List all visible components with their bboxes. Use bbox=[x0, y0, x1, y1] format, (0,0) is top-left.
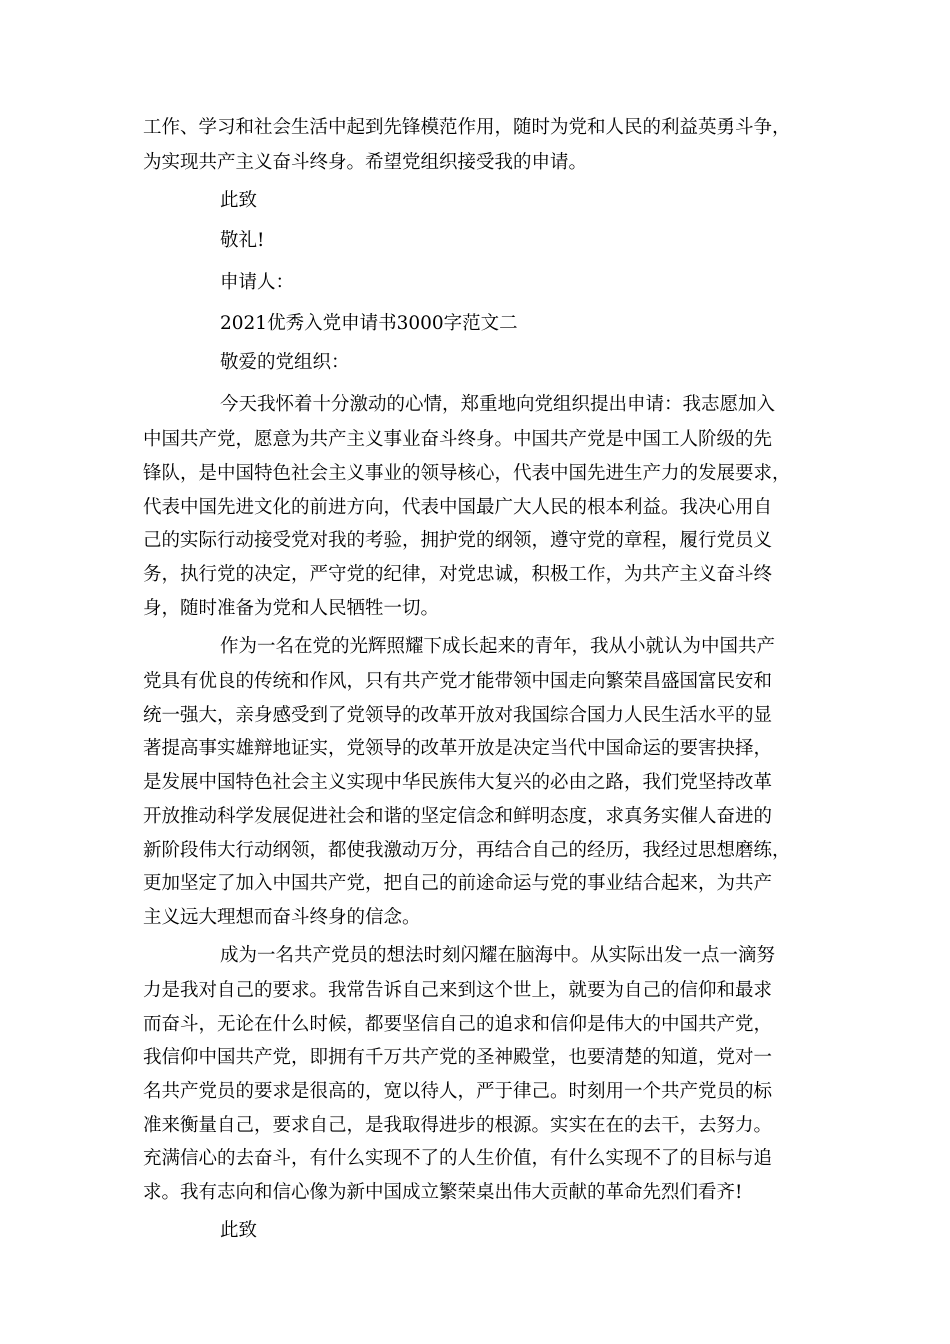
text-line: 是发展中国特色社会主义实现中华民族伟大复兴的必由之路，我们党坚持改革 bbox=[143, 772, 773, 793]
text-line: 锋队，是中国特色社会主义事业的领导核心，代表中国先进生产力的发展要求， bbox=[143, 463, 791, 484]
text-line: 更加坚定了加入中国共产党，把自己的前途命运与党的事业结合起来，为共产 bbox=[143, 873, 773, 894]
text-line: 力是我对自己的要求。我常告诉自己来到这个世上，就要为自己的信仰和最求 bbox=[143, 980, 773, 1001]
text-line: 准来衡量自己，要求自己，是我取得进步的根源。实实在在的去干，去努力。 bbox=[143, 1115, 773, 1136]
text-line: 求。我有志向和信心像为新中国成立繁荣桌出伟大贡献的革命先烈们看齐! bbox=[143, 1182, 743, 1203]
text-line: 身，随时准备为党和人民牺牲一切。 bbox=[143, 598, 440, 619]
text-line: 开放推动科学发展促进社会和谐的坚定信念和鲜明态度，求真务实催人奋进的 bbox=[143, 806, 773, 827]
greeting-line: 敬爱的党组织： bbox=[220, 352, 350, 373]
text-line: 著提高事实雄辩地证实，党领导的改革开放是决定当代中国命运的要害抉择， bbox=[143, 738, 773, 759]
text-line: 工作、学习和社会生活中起到先锋模范作用，随时为党和人民的利益英勇斗争， bbox=[143, 117, 791, 138]
text-line: 而奋斗，无论在什么时候，都要坚信自己的追求和信仰是伟大的中国共产党， bbox=[143, 1014, 773, 1035]
text-line: 务，执行党的决定，严守党的纪律，对党忠诚，积极工作，为共产主义奋斗终 bbox=[143, 564, 773, 585]
text-line: 名共产党员的要求是很高的，宽以待人，严于律己。时刻用一个共产党员的标 bbox=[143, 1081, 773, 1102]
salutation-line: 此致 bbox=[220, 190, 258, 211]
text-line: 我信仰中国共产党，即拥有千万共产党的圣神殿堂，也要清楚的知道，党对一 bbox=[143, 1047, 773, 1068]
salutation-line: 此致 bbox=[220, 1220, 258, 1241]
salutation-line: 敬礼! bbox=[220, 230, 265, 251]
section-title: 2021优秀入党申请书3000字范文二 bbox=[220, 313, 518, 334]
text-line: 今天我怀着十分激动的心情，郑重地向党组织提出申请：我志愿加入 bbox=[220, 394, 776, 415]
text-line: 成为一名共产党员的想法时刻闪耀在脑海中。从实际出发一点一滴努 bbox=[220, 945, 776, 966]
applicant-line: 申请人： bbox=[220, 272, 295, 293]
text-line: 作为一名在党的光辉照耀下成长起来的青年，我从小就认为中国共产 bbox=[220, 636, 776, 657]
text-line: 主义远大理想而奋斗终身的信念。 bbox=[143, 907, 421, 928]
text-line: 己的实际行动接受党对我的考验，拥护党的纲领，遵守党的章程，履行党员义 bbox=[143, 530, 773, 551]
text-line: 代表中国先进文化的前进方向，代表中国最广大人民的根本利益。我决心用自 bbox=[143, 497, 773, 518]
text-line: 党具有优良的传统和作风，只有共产党才能带领中国走向繁荣昌盛国富民安和 bbox=[143, 671, 773, 692]
text-line: 新阶段伟大行动纲领，都使我激动万分，再结合自己的经历，我经过思想磨练， bbox=[143, 840, 791, 861]
text-line: 统一强大，亲身感受到了党领导的改革开放对我国综合国力人民生活水平的显 bbox=[143, 705, 773, 726]
text-line: 中国共产党，愿意为共产主义事业奋斗终身。中国共产党是中国工人阶级的先 bbox=[143, 429, 773, 450]
text-line: 为实现共产主义奋斗终身。希望党组织接受我的申请。 bbox=[143, 152, 588, 173]
text-line: 充满信心的去奋斗，有什么实现不了的人生价值，有什么实现不了的目标与追 bbox=[143, 1148, 773, 1169]
